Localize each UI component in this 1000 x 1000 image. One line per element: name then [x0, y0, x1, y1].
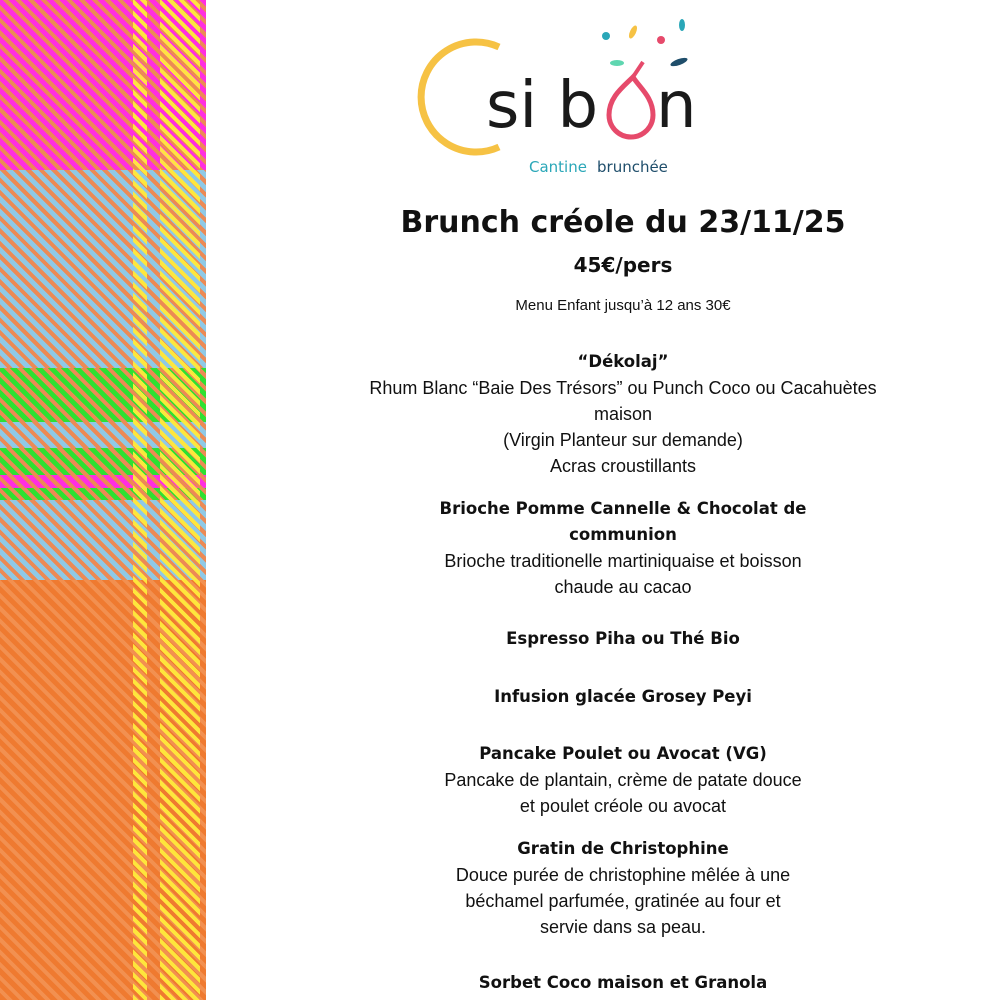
section-title: Gratin de Christophine	[517, 839, 729, 858]
section-line: Rhum Blanc “Baie Des Trésors” ou Punch Coco ou Cacahuètes	[369, 378, 877, 398]
section-espresso	[246, 626, 1000, 652]
madras-pattern-border	[0, 0, 206, 1000]
section-title: Pancake Poulet ou Avocat (VG)	[479, 744, 767, 763]
section-title: Sorbet Coco maison et Granola	[478, 973, 768, 992]
section-title: Brioche Pomme Cannelle & Chocolat de	[439, 499, 807, 518]
madras-yellow-column	[160, 0, 200, 1000]
svg-text:n: n	[656, 69, 697, 143]
madras-yellow-column	[133, 0, 147, 1000]
menu-title: Brunch créole du 23/11/25	[400, 205, 846, 240]
section-line: et poulet créole ou avocat	[519, 796, 727, 816]
csibon-logo	[411, 12, 701, 182]
section-title: Espresso Piha ou Thé Bio	[506, 629, 740, 648]
section-title: Infusion glacée Grosey Peyi	[494, 687, 752, 706]
logo-tagline-brunchee: brunchée	[597, 158, 668, 176]
section-line: Brioche traditionelle martiniquaise et boisson	[444, 551, 802, 571]
section-line: béchamel parfumée, gratinée au four et	[465, 891, 781, 911]
menu-price: 45€/pers	[573, 253, 673, 277]
svg-text:si b: si b	[486, 69, 599, 143]
section-dekolaj	[246, 349, 1000, 479]
section-line: Pancake de plantain, crème de patate douce	[444, 770, 802, 790]
section-line: (Virgin Planteur sur demande)	[503, 430, 743, 450]
section-brioche	[246, 496, 1000, 600]
section-title: communion	[569, 525, 677, 544]
section-infusion	[246, 684, 1000, 710]
section-line: maison	[593, 404, 653, 424]
section-gratin	[246, 836, 1000, 940]
section-line: Douce purée de christophine mêlée à une	[455, 865, 791, 885]
section-sorbet	[246, 970, 1000, 996]
section-line: servie dans sa peau.	[539, 917, 707, 937]
section-pancake	[246, 741, 1000, 819]
kids-menu-note: Menu Enfant jusqu’à 12 ans 30€	[515, 297, 731, 314]
logo-tagline-cantine: Cantine	[529, 158, 587, 176]
section-line: chaude au cacao	[554, 577, 692, 597]
section-title: “Dékolaj”	[577, 352, 669, 371]
section-line: Acras croustillants	[549, 456, 697, 476]
